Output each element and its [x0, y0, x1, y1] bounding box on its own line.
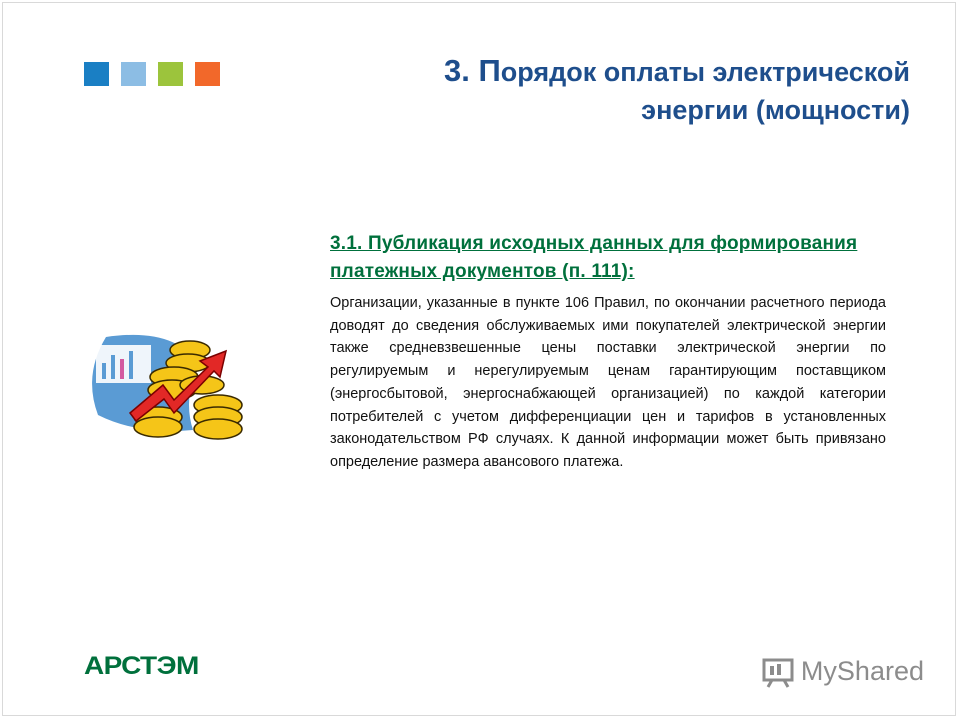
content-block [330, 230, 886, 474]
square-blue [84, 62, 109, 86]
section-body: Организации, указанные в пункте 106 Правил, по окончании расчетного периода доводят до сведения обслуживаемых ими покупателей электрической энергии также средневзвешенные цены поставки электрической энергии по регулируемым и нерегулируемым ценам гарантирующим поставщиком (энергосбытовой, энергоснабжающей организацией) по каждой категории потребителей с учетом дифференциации цен и тарифов в установленных законодательством РФ случаях. К данной информации может быть привязано определение размера авансового платежа. [330, 295, 886, 470]
square-orange [195, 62, 220, 86]
square-green [158, 62, 183, 86]
slide-title [310, 52, 910, 129]
arstem-logo: АРСТЭМ [84, 652, 199, 680]
section-subheading: 3.1. Публикация исходных данных для формирования платежных документов (п. 111): [330, 233, 858, 282]
wordmark-shared: Shared [836, 656, 924, 686]
myshared-logo [761, 654, 924, 688]
title-prefix: 3. П [443, 53, 501, 88]
decor-squares [84, 62, 220, 86]
coins-growth-illustration [78, 325, 258, 455]
title-line1: орядок оплаты электрической [500, 57, 910, 87]
square-light-blue [121, 62, 146, 86]
title-line2: энергии (мощности) [641, 95, 910, 125]
myshared-wordmark [801, 654, 924, 688]
wordmark-my: My [800, 656, 837, 686]
presentation-board-icon [761, 654, 795, 688]
